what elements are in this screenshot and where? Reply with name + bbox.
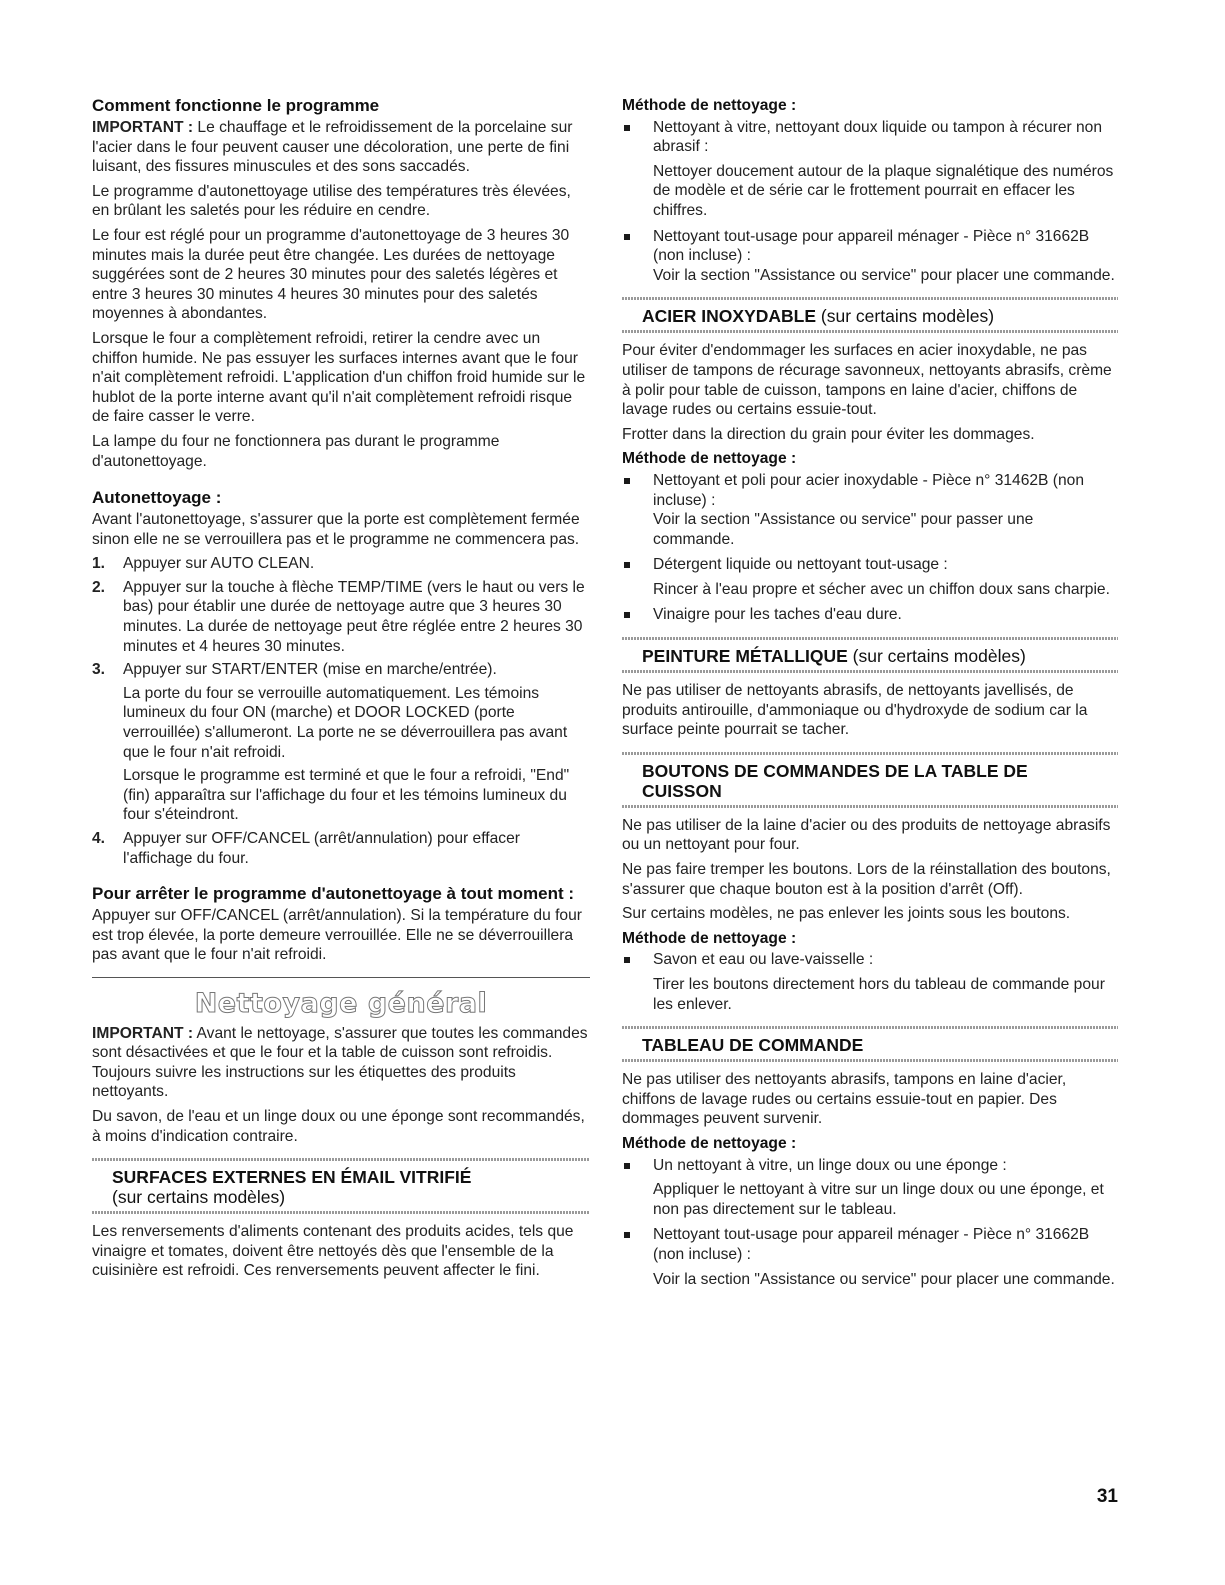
how-it-works-heading: Comment fonctionne le programme (92, 96, 380, 115)
self-clean-steps (92, 554, 590, 868)
paragraph: Sur certains modèles, ne pas enlever les joints sous les boutons. (622, 905, 1071, 923)
page-number: 31 (1096, 1486, 1118, 1507)
list-item: Nettoyant tout-usage pour appareil ménager - Pièce n° 31662B (non incluse) : Voir la section "Assistance ou service" pour placer une commande. (622, 227, 1118, 286)
knobs-heading: BOUTONS DE COMMANDES DE LA TABLE DE CUISSON (642, 760, 1028, 801)
stop-cycle-heading: Pour arrêter le programme d'autonettoyage à tout moment : (92, 884, 575, 904)
step-item: 2. Appuyer sur la touche à flèche TEMP/TIME (vers le haut ou vers le bas) pour établir une durée de nettoyage autre que 3 heures 30 minutes. La durée de nettoyage peut être réglée entre 2 heures 30 minutes et 4 heures 30 minutes. (92, 578, 585, 655)
step-note: La porte du four se verrouille automatiquement. Les témoins lumineux du four ON (marche) et DOOR LOCKED (porte verrouillée) s'allumeront. La porte ne se déverrouillera pas avant que le four n'ait refroidi. (123, 684, 568, 761)
paragraph: Le four est réglé pour un programme d'autonettoyage de 3 heures 30 minutes mais la durée peut être changée. Les durées de nettoyage suggérées sont de 2 heures 30 minutes pour des saletés légères et entre 3 heures 30 minutes 4 heures 30 minutes pour des saletés moyennes à abondantes. (92, 226, 570, 323)
paragraph: Pour éviter d'endommager les surfaces en acier inoxydable, ne pas utiliser de tampons de récurage savonneux, nettoyants abrasifs, crème à polir pour table de cuisson, tampons en laine d'acier, chiffons de lavage rudes ou certains essuie-tout. (622, 342, 1112, 419)
list-item: Nettoyant et poli pour acier inoxydable - Pièce n° 31462B (non incluse) : Voir la section "Assistance ou service" pour passer une commande. (622, 471, 1118, 549)
section-divider (92, 977, 590, 978)
important-paragraph: IMPORTANT : Avant le nettoyage, s'assurer que toutes les commandes sont désactivées et que le four et la table de cuisson sont refroidis. Toujours suivre les instructions sur les étiquettes des produits nettoyants. (92, 1024, 588, 1101)
paragraph: Le programme d'autonettoyage utilise des températures très élevées, en brûlant les saletés pour les réduire en cendre. (92, 182, 571, 220)
enamel-heading-band (92, 1158, 590, 1214)
step-note: Lorsque le programme est terminé et que le four a refroidi, "End" (fin) apparaîtra sur l'affichage du four et les témoins lumineux du four s'éteindront. (123, 767, 570, 824)
right-column (622, 96, 1118, 1295)
important-label: IMPORTANT : (92, 119, 194, 136)
important-paragraph (92, 118, 590, 177)
general-cleaning-title: Nettoyage général (194, 987, 488, 1019)
paragraph: Ne pas utiliser de la laine d'acier ou des produits de nettoyage abrasifs ou un nettoyant pour four. (622, 816, 1111, 854)
knobs-heading-band (622, 752, 1118, 808)
step-item: 1. Appuyer sur AUTO CLEAN. (92, 555, 315, 573)
paragraph: Les renversements d'aliments contenant des produits acides, tels que vinaigre et tomates, doivent être nettoyés dès que l'ensemble de la cuisinière est refroidi. Ces renversements peuvent affecter le fini. (92, 1223, 574, 1280)
list-item: Détergent liquide ou nettoyant tout-usage : Rincer à l'eau propre et sécher avec un chiffon doux sans charpie. (622, 555, 1118, 599)
paragraph: Du savon, de l'eau et un linge doux ou une éponge sont recommandés, à moins d'indication contraire. (92, 1107, 585, 1145)
paragraph: Ne pas faire tremper les boutons. Lors de la réinstallation des boutons, s'assurer que chaque bouton est à la position d'arrêt (Off). (622, 861, 1111, 898)
paragraph: Ne pas utiliser de nettoyants abrasifs, de nettoyants javellisés, de produits antirouille, d'ammoniaque ou d'hydroxyde de sodium car la surface peinte pourrait se tacher. (622, 682, 1088, 739)
paragraph: Ne pas utiliser des nettoyants abrasifs, tampons en laine d'acier, chiffons de lavage rudes ou certains essuie-tout en papier. Des dommages peuvent survenir. (622, 1071, 1067, 1128)
list-item: Un nettoyant à vitre, un linge doux ou une éponge : Appliquer le nettoyant à vitre sur un linge doux ou une éponge, et non pas directement sur le tableau. (622, 1156, 1118, 1220)
paragraph: Appuyer sur OFF/CANCEL (arrêt/annulation). Si la température du four est trop élevée, la porte demeure verrouillée. Elle ne se déverrouillera pas avant que le four n'ait refroidi. (92, 907, 582, 964)
cleaning-method-heading: Méthode de nettoyage : (622, 450, 797, 468)
paint-heading: PEINTURE MÉTALLIQUE (642, 646, 848, 667)
enamel-subheading: (sur certains modèles) (112, 1187, 286, 1208)
important-text: Le chauffage et le refroidissement de la porcelaine sur l'acier dans le four peuvent causer une décoloration, une perte de fini luisant, des fissures minuscules et des sons saccadés. (92, 119, 573, 176)
paint-heading-band: PEINTURE MÉTALLIQUE (sur certains modèles) (622, 637, 1118, 673)
list-item: Nettoyant tout-usage pour appareil ménager - Pièce n° 31662B (non incluse) : Voir la section "Assistance ou service" pour placer une commande. (622, 1225, 1118, 1289)
paragraph: Lorsque le four a complètement refroidi, retirer la cendre avec un chiffon humide. Ne pas essuyer les surfaces internes avant que le four n'ait complètement refroidi. L'application d'un chiffon froid humide sur le hublot de la porte interne avant qu'il n'ait complètement refroidi risque de faire casser le verre. (92, 329, 586, 426)
stainless-heading: ACIER INOXYDABLE (642, 306, 817, 327)
list-item: Vinaigre pour les taches d'eau dure. (622, 605, 1118, 625)
enamel-heading: SURFACES EXTERNES EN ÉMAIL VITRIFIÉ (112, 1167, 472, 1188)
panel-heading-band (622, 1026, 1118, 1062)
paragraph: Frotter dans la direction du grain pour éviter les dommages. (622, 425, 1035, 443)
cleaning-method-heading: Méthode de nettoyage : (622, 929, 797, 947)
step-item: 3. Appuyer sur START/ENTER (mise en marche/entrée). La porte du four se verrouille automatiquement. Les témoins lumineux du four ON (marche) et DOOR LOCKED (porte verrouillée) s'allumeront. La porte ne se déverrouillera pas avant que le four n'ait refroidi. Lorsque le programme est terminé et que le four a refroidi, "End" (fin) apparaîtra sur l'affichage du four et les témoins lumineux du four s'éteindront. (92, 660, 590, 825)
cleaning-method-heading: Méthode de nettoyage : (622, 1134, 797, 1152)
stainless-heading-band: ACIER INOXYDABLE (sur certains modèles) (622, 297, 1118, 333)
panel-heading: TABLEAU DE COMMANDE (642, 1035, 864, 1056)
list-item: Nettoyant à vitre, nettoyant doux liquide ou tampon à récurer non abrasif : Nettoyer doucement autour de la plaque signalétique des numéros de modèle et de série car le frottement pourrait en effacer les chiffres. (622, 118, 1118, 221)
paragraph: Avant l'autonettoyage, s'assurer que la porte est complètement fermée sinon elle ne se verrouillera pas et le programme ne commencera pas. (92, 511, 580, 548)
list-item: Savon et eau ou lave-vaisselle : Tirer les boutons directement hors du tableau de commande pour les enlever. (622, 950, 1118, 1014)
self-clean-heading: Autonettoyage : (92, 488, 222, 508)
cleaning-method-heading: Méthode de nettoyage : (622, 97, 797, 114)
left-column (92, 96, 590, 1286)
step-item: 4. Appuyer sur OFF/CANCEL (arrêt/annulation) pour effacer l'affichage du four. (92, 830, 520, 867)
paragraph: La lampe du four ne fonctionnera pas durant le programme d'autonettoyage. (92, 432, 500, 470)
